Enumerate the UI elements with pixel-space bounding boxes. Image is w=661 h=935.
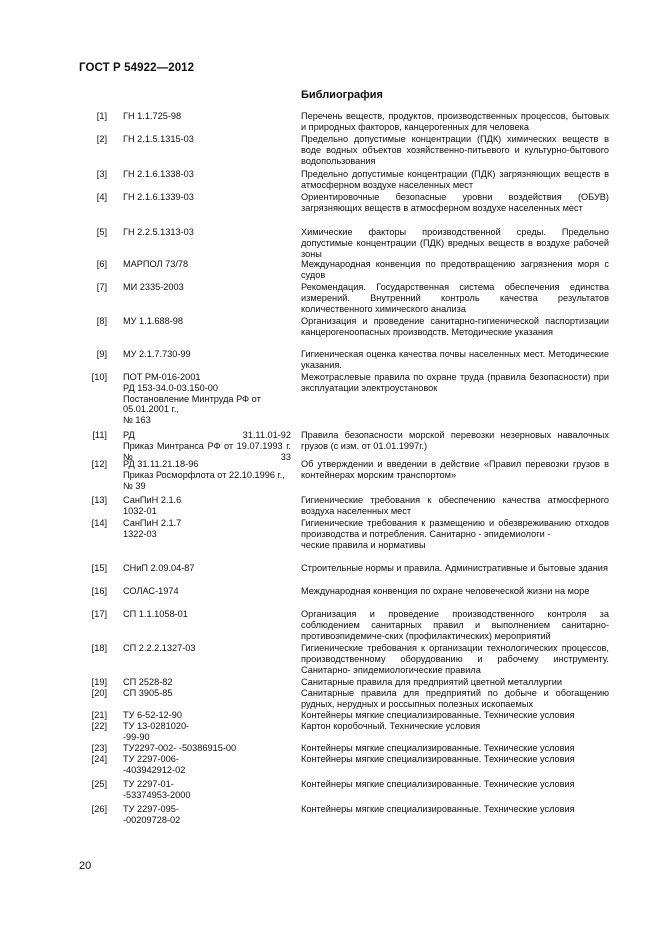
bib-entry [79,754,609,779]
entry-code: РД 31.11.01-92 Приказ Минтранса РФ от 19.07.1993 г. № 33 [123,430,291,462]
entry-description: Организация и проведение санитарно-гигиенической паспортизации канцерогеноопасных производств. Методические указания [301,316,609,337]
entry-description: Предельно допустимые концентрации (ПДК) загрязняющих веществ в атмосферном воздухе населенных мест [301,169,609,190]
bib-entry [79,743,609,754]
entry-code: МАРПОЛ 73/78 [123,259,189,269]
entry-code: РД 31.11.21.18-96 Приказ Росморфлота от 22.10.1996 г., № 39 [123,459,285,491]
entry-number: [12] [91,459,107,469]
bib-entry [79,316,609,349]
bib-entry [79,282,609,316]
entry-description: Об утверждении и введении в действие «Правил перевозки грузов в контейнерах морским транспортом» [301,459,609,480]
entry-code: ТУ 2297-095- -00209728-02 [123,804,181,825]
bib-entry [79,430,609,462]
entry-description: Гигиенические требования к размещению и обезвреживанию отходов производства и потребления. Санитарно - эпидемиологи - ческие правила и нормативы [301,518,609,550]
entry-number: [25] [91,779,107,789]
entry-number: [10] [91,372,107,382]
entry-number: [19] [91,677,107,687]
entry-code: ТУ 13-0281020- -99-90 [123,721,190,742]
entry-number: [22] [91,721,107,731]
bib-entry [79,372,609,430]
entry-description: Контейнеры мягкие специализированные. Технические условия [301,743,575,753]
entry-code: ГН 2.1.6.1338-03 [123,169,194,179]
bib-entry [79,495,609,518]
entry-number: [2] [96,134,107,144]
entry-description: Правила безопасности морской перевозки незерновых навалочных грузов (с изм. от 01.01.1997г.) [301,430,609,451]
entry-description: Рекомендация. Государственная система обеспечения единства измерений. Внутренний контроль качества результатов количественного химического анализа [301,282,609,314]
bib-entry [79,804,609,826]
entry-number: [13] [91,495,107,505]
entry-number: [4] [96,192,107,202]
bib-entry [79,459,609,495]
entry-number: [9] [96,349,107,359]
entry-code: СанПиН 2.1.7 1322-03 [123,518,182,539]
entry-code: МУ 1.1.688-98 [123,316,183,326]
document-header: ГОСТ Р 54922—2012 [79,62,195,74]
entry-code: ГН 1.1.725-98 [123,111,182,121]
entry-description: Межотраслевые правила по охране труда (правила безопасности) при эксплуатации электроустановок [301,372,609,393]
entry-number: [16] [91,586,107,596]
entry-number: [23] [91,743,107,753]
bib-entry [79,688,609,710]
entry-code: МУ 2.1.7.730-99 [123,349,191,359]
bib-entry [79,677,609,688]
bib-entry [79,169,609,192]
entry-description: Ориентировочные безопасные уровни воздействия (ОБУВ) загрязняющих веществ в атмосферном воздухе населенных мест [301,192,609,213]
entry-number: [20] [91,688,107,698]
bib-entry [79,111,609,134]
bibliography-list [79,111,609,826]
entry-number: [15] [91,563,107,573]
bib-entry [79,710,609,721]
bib-entry [79,779,609,804]
entry-code: ГН 2.1.6.1339-03 [123,192,194,202]
entry-description: Контейнеры мягкие специализированные. Технические условия [301,804,575,814]
bib-entry [79,518,609,563]
bib-entry [79,586,609,609]
entry-code: СП 1.1.1058-01 [123,609,188,619]
entry-description: Контейнеры мягкие специализированные. Технические условия [301,779,575,789]
entry-description: Организация и проведение производственного контроля за соблюдением санитарных правил и выполнением санитарно-противоэпидемиче-ских (профилактических) мероприятий [301,609,609,641]
bib-entry [79,227,609,259]
entry-description: Международная конвенция по охране человеческой жизни на море [301,586,590,596]
entry-description: Гигиенические требования к организации технологических процессов, производственному оборудованию и рабочему инструменту. Санитарно- эпидемиологические правила [301,643,609,675]
entry-description: Гигиеническая оценка качества почвы населенных мест. Методические указания. [301,349,609,370]
entry-number: [21] [91,710,107,720]
entry-number: [17] [91,609,107,619]
entry-number: [18] [91,643,107,653]
entry-code: ТУ 2297-01- -53374953-2000 [123,779,191,800]
entry-code: СанПиН 2.1.6 1032-01 [123,495,182,516]
bib-entry [79,259,609,282]
entry-number: [1] [96,111,107,121]
entry-code: ПОТ РМ-016-2001 РД 153-34.0-03.150-00 Постановление Минтруда РФ от 05.01.2001 г., № 163 [123,372,261,426]
entry-description: Химические факторы производственной среды. Предельно допустимые концентрации (ПДК) вредных веществ в воздухе рабочей зоны [301,227,609,259]
entry-code: ТУ2297-002- -50386915-00 [123,743,237,753]
entry-description: Гигиенические требования к обеспечению качества атмосферного воздуха населенных мест [301,495,609,516]
entry-number: [24] [91,754,107,764]
entry-number: [7] [96,282,107,292]
entry-code: СОЛАС-1974 [123,586,179,596]
bib-entry [79,134,609,169]
bib-entry [79,349,609,372]
bib-entry [79,609,609,643]
bibliography-title: Библиография [301,89,383,101]
bib-entry [79,721,609,743]
entry-description: Строительные нормы и правила. Административные и бытовые здания [301,563,608,573]
entry-code: СП 2.2.2.1327-03 [123,643,196,653]
entry-description: Контейнеры мягкие специализированные. Технические условия [301,710,575,720]
entry-number: [5] [96,227,107,237]
entry-code: СП 3905-85 [123,688,173,698]
entry-number: [6] [96,259,107,269]
entry-number: [14] [91,518,107,528]
entry-code: ГН 2.2.5.1313-03 [123,227,194,237]
entry-code: МИ 2335-2003 [123,282,184,292]
entry-number: [26] [91,804,107,814]
entry-code: СП 2528-82 [123,677,173,687]
entry-code: ТУ 2297-006- -403942912-02 [123,754,186,775]
entry-code: ГН 2.1.5.1315-03 [123,134,194,144]
entry-description: Контейнеры мягкие специализированные. Технические условия [301,754,575,764]
page-number: 20 [79,860,92,872]
entry-description: Предельно допустимые концентрации (ПДК) химических веществ в воде водных объектов хозяйственно-питьевого и культурно-бытового водопользования [301,134,609,166]
entry-number: [3] [96,169,107,179]
entry-number: [11] [92,430,107,440]
bib-entry [79,192,609,227]
bib-entry [79,643,609,677]
entry-description: Перечень веществ, продуктов, производственных процессов, бытовых и природных факторов, канцерогенных для человека [301,111,609,132]
entry-code: ТУ 6-52-12-90 [123,710,182,720]
bib-entry [79,563,609,586]
entry-number: [8] [96,316,107,326]
entry-description: Санитарные правила для предприятий цветной металлургии [301,677,562,687]
entry-description: Картон коробочный. Технические условия [301,721,481,731]
entry-description: Международная конвенция по предотвращению загрязнения моря с судов [301,259,609,280]
entry-description: Санитарные правила для предприятий по добыче и обогащению рудных, нерудных и россыпных полезных ископаемых [301,688,609,709]
entry-code: СНиП 2.09.04-87 [123,563,195,573]
